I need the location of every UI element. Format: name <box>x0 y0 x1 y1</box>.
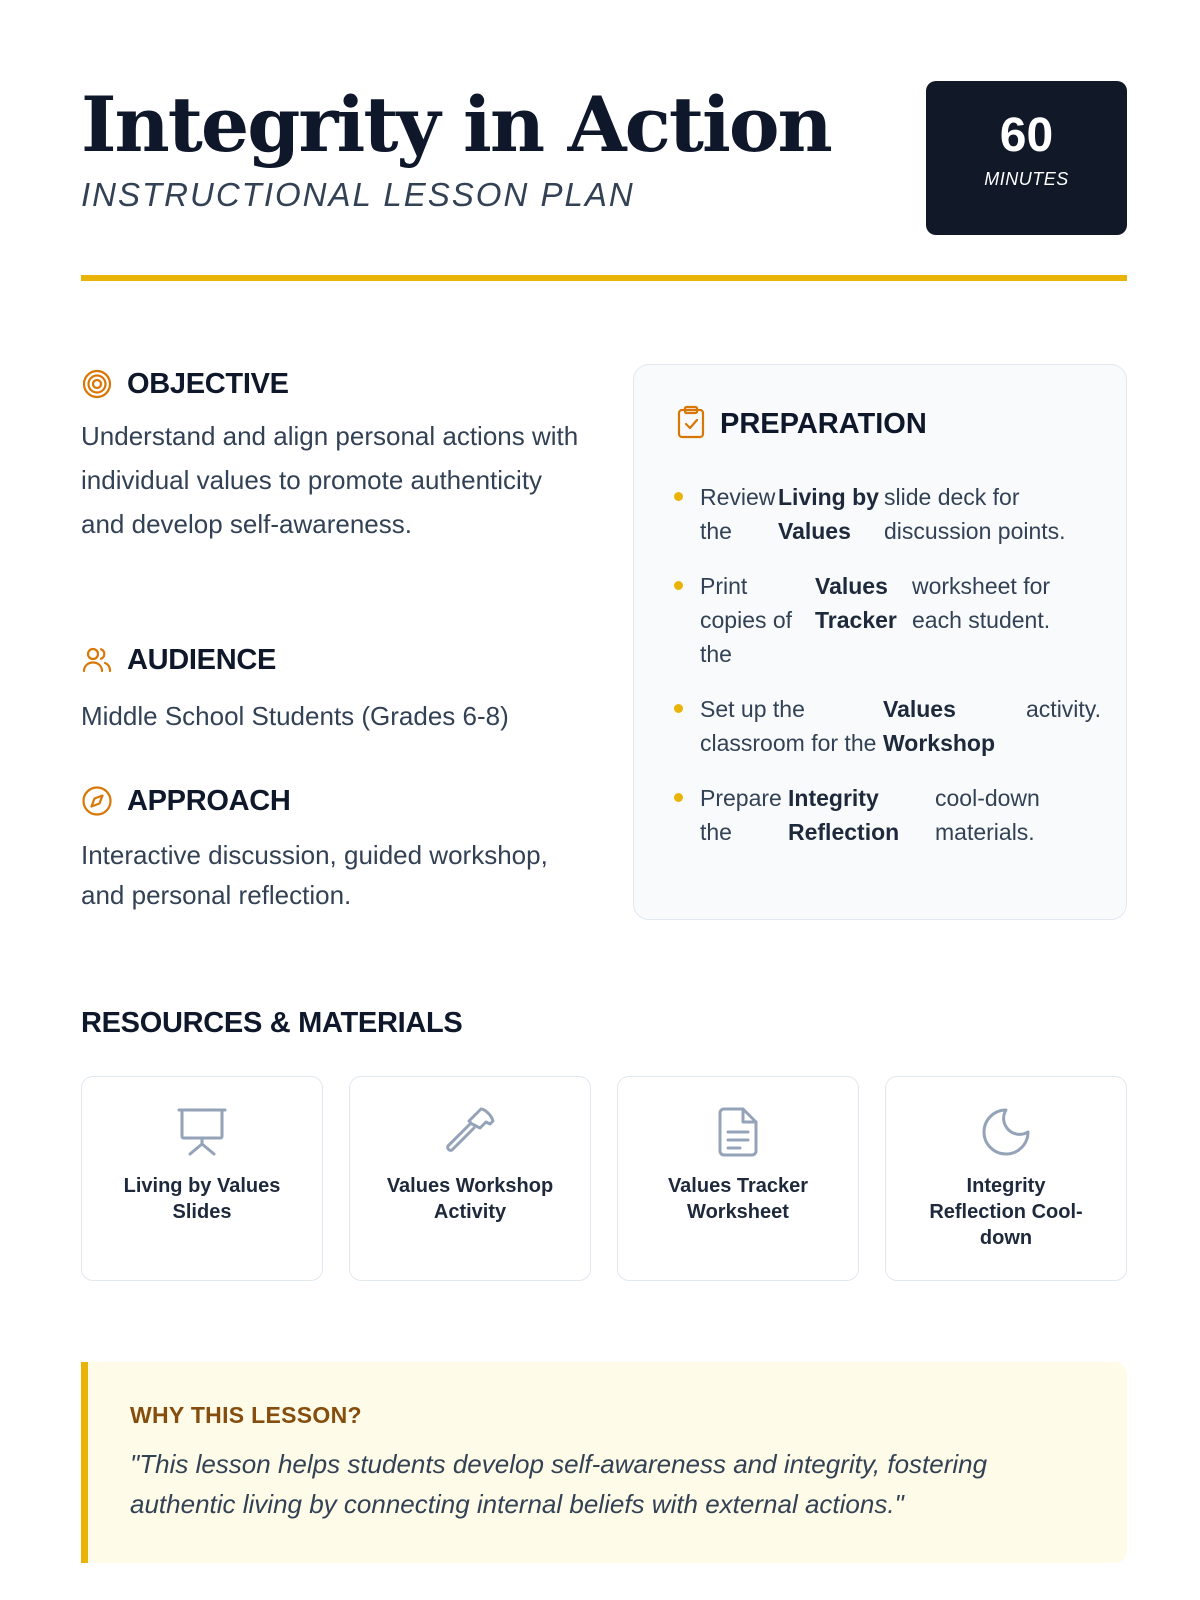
document-icon <box>618 1103 858 1161</box>
item-text: Set up the classroom for the <box>700 696 877 756</box>
list-item <box>674 781 1104 849</box>
duration-unit: MINUTES <box>984 169 1069 189</box>
item-text: worksheet for each student. <box>912 573 1051 633</box>
preparation-list <box>674 480 1104 870</box>
item-highlight: Integrity Reflection <box>788 785 900 845</box>
resource-label: Living by Values Slides <box>123 1175 281 1223</box>
resources-grid <box>81 1076 1127 1281</box>
item-text: Review the <box>700 484 776 544</box>
objective-header <box>81 364 581 404</box>
resources-heading: RESOURCES & MATERIALS <box>81 1007 463 1039</box>
preparation-header <box>676 405 927 444</box>
compass-icon <box>81 785 113 817</box>
list-item <box>674 692 1104 760</box>
item-highlight: Values Tracker <box>815 573 897 633</box>
approach-section <box>81 781 551 915</box>
resource-card-reflection[interactable] <box>885 1076 1127 1281</box>
item-highlight: Values Workshop <box>883 696 996 756</box>
bullet-dot <box>674 492 683 501</box>
resource-card-worksheet[interactable] <box>617 1076 859 1281</box>
duration-badge <box>926 81 1127 235</box>
preparation-heading: PREPARATION <box>720 408 927 440</box>
hammer-icon <box>350 1103 590 1161</box>
header-divider <box>81 275 1127 281</box>
presentation-icon <box>82 1103 322 1161</box>
approach-text: Interactive discussion, guided workshop, and personal reflection. <box>81 840 548 910</box>
list-item <box>674 480 1104 548</box>
duration-value: 60 <box>999 109 1054 162</box>
why-heading: WHY THIS LESSON? <box>130 1402 362 1428</box>
bullet-dot <box>674 704 683 713</box>
list-item <box>674 569 1104 671</box>
resource-label: Values Tracker Worksheet <box>667 1175 809 1223</box>
approach-header <box>81 781 551 821</box>
resource-card-workshop[interactable] <box>349 1076 591 1281</box>
why-quote: "This lesson helps students develop self-awareness and integrity, fostering authentic living by connecting internal beliefs with external actions." <box>130 1449 988 1519</box>
item-text: activity. <box>1026 696 1101 722</box>
page-subtitle: INSTRUCTIONAL LESSON PLAN <box>81 176 635 213</box>
moon-icon <box>886 1103 1126 1161</box>
target-icon <box>81 368 113 400</box>
audience-heading: AUDIENCE <box>127 643 277 676</box>
users-icon <box>81 644 113 676</box>
objective-heading: OBJECTIVE <box>127 367 289 400</box>
item-text: cool-down materials. <box>935 785 1040 845</box>
audience-section <box>81 640 509 738</box>
objective-section <box>81 364 581 546</box>
resource-label: Integrity Reflection Cool-down <box>929 1175 1083 1249</box>
clipboard-check-icon <box>676 405 706 444</box>
resource-label: Values Workshop Activity <box>386 1175 554 1223</box>
approach-heading: APPROACH <box>127 784 291 817</box>
resource-card-slides[interactable] <box>81 1076 323 1281</box>
preparation-card <box>633 364 1127 920</box>
objective-text: Understand and align personal actions with individual values to promote authenticity and develop self-awareness. <box>81 421 579 539</box>
bullet-dot <box>674 581 683 590</box>
item-text: Print copies of the <box>700 573 793 667</box>
page-title: Integrity in Action <box>81 80 831 169</box>
why-this-lesson-callout <box>81 1362 1127 1563</box>
bullet-dot <box>674 793 683 802</box>
audience-header <box>81 640 509 680</box>
item-text: slide deck for discussion points. <box>884 484 1066 544</box>
item-highlight: Living by Values <box>778 484 879 544</box>
audience-text: Middle School Students (Grades 6-8) <box>81 701 509 731</box>
lesson-header <box>81 80 1127 280</box>
item-text: Prepare the <box>700 785 782 845</box>
